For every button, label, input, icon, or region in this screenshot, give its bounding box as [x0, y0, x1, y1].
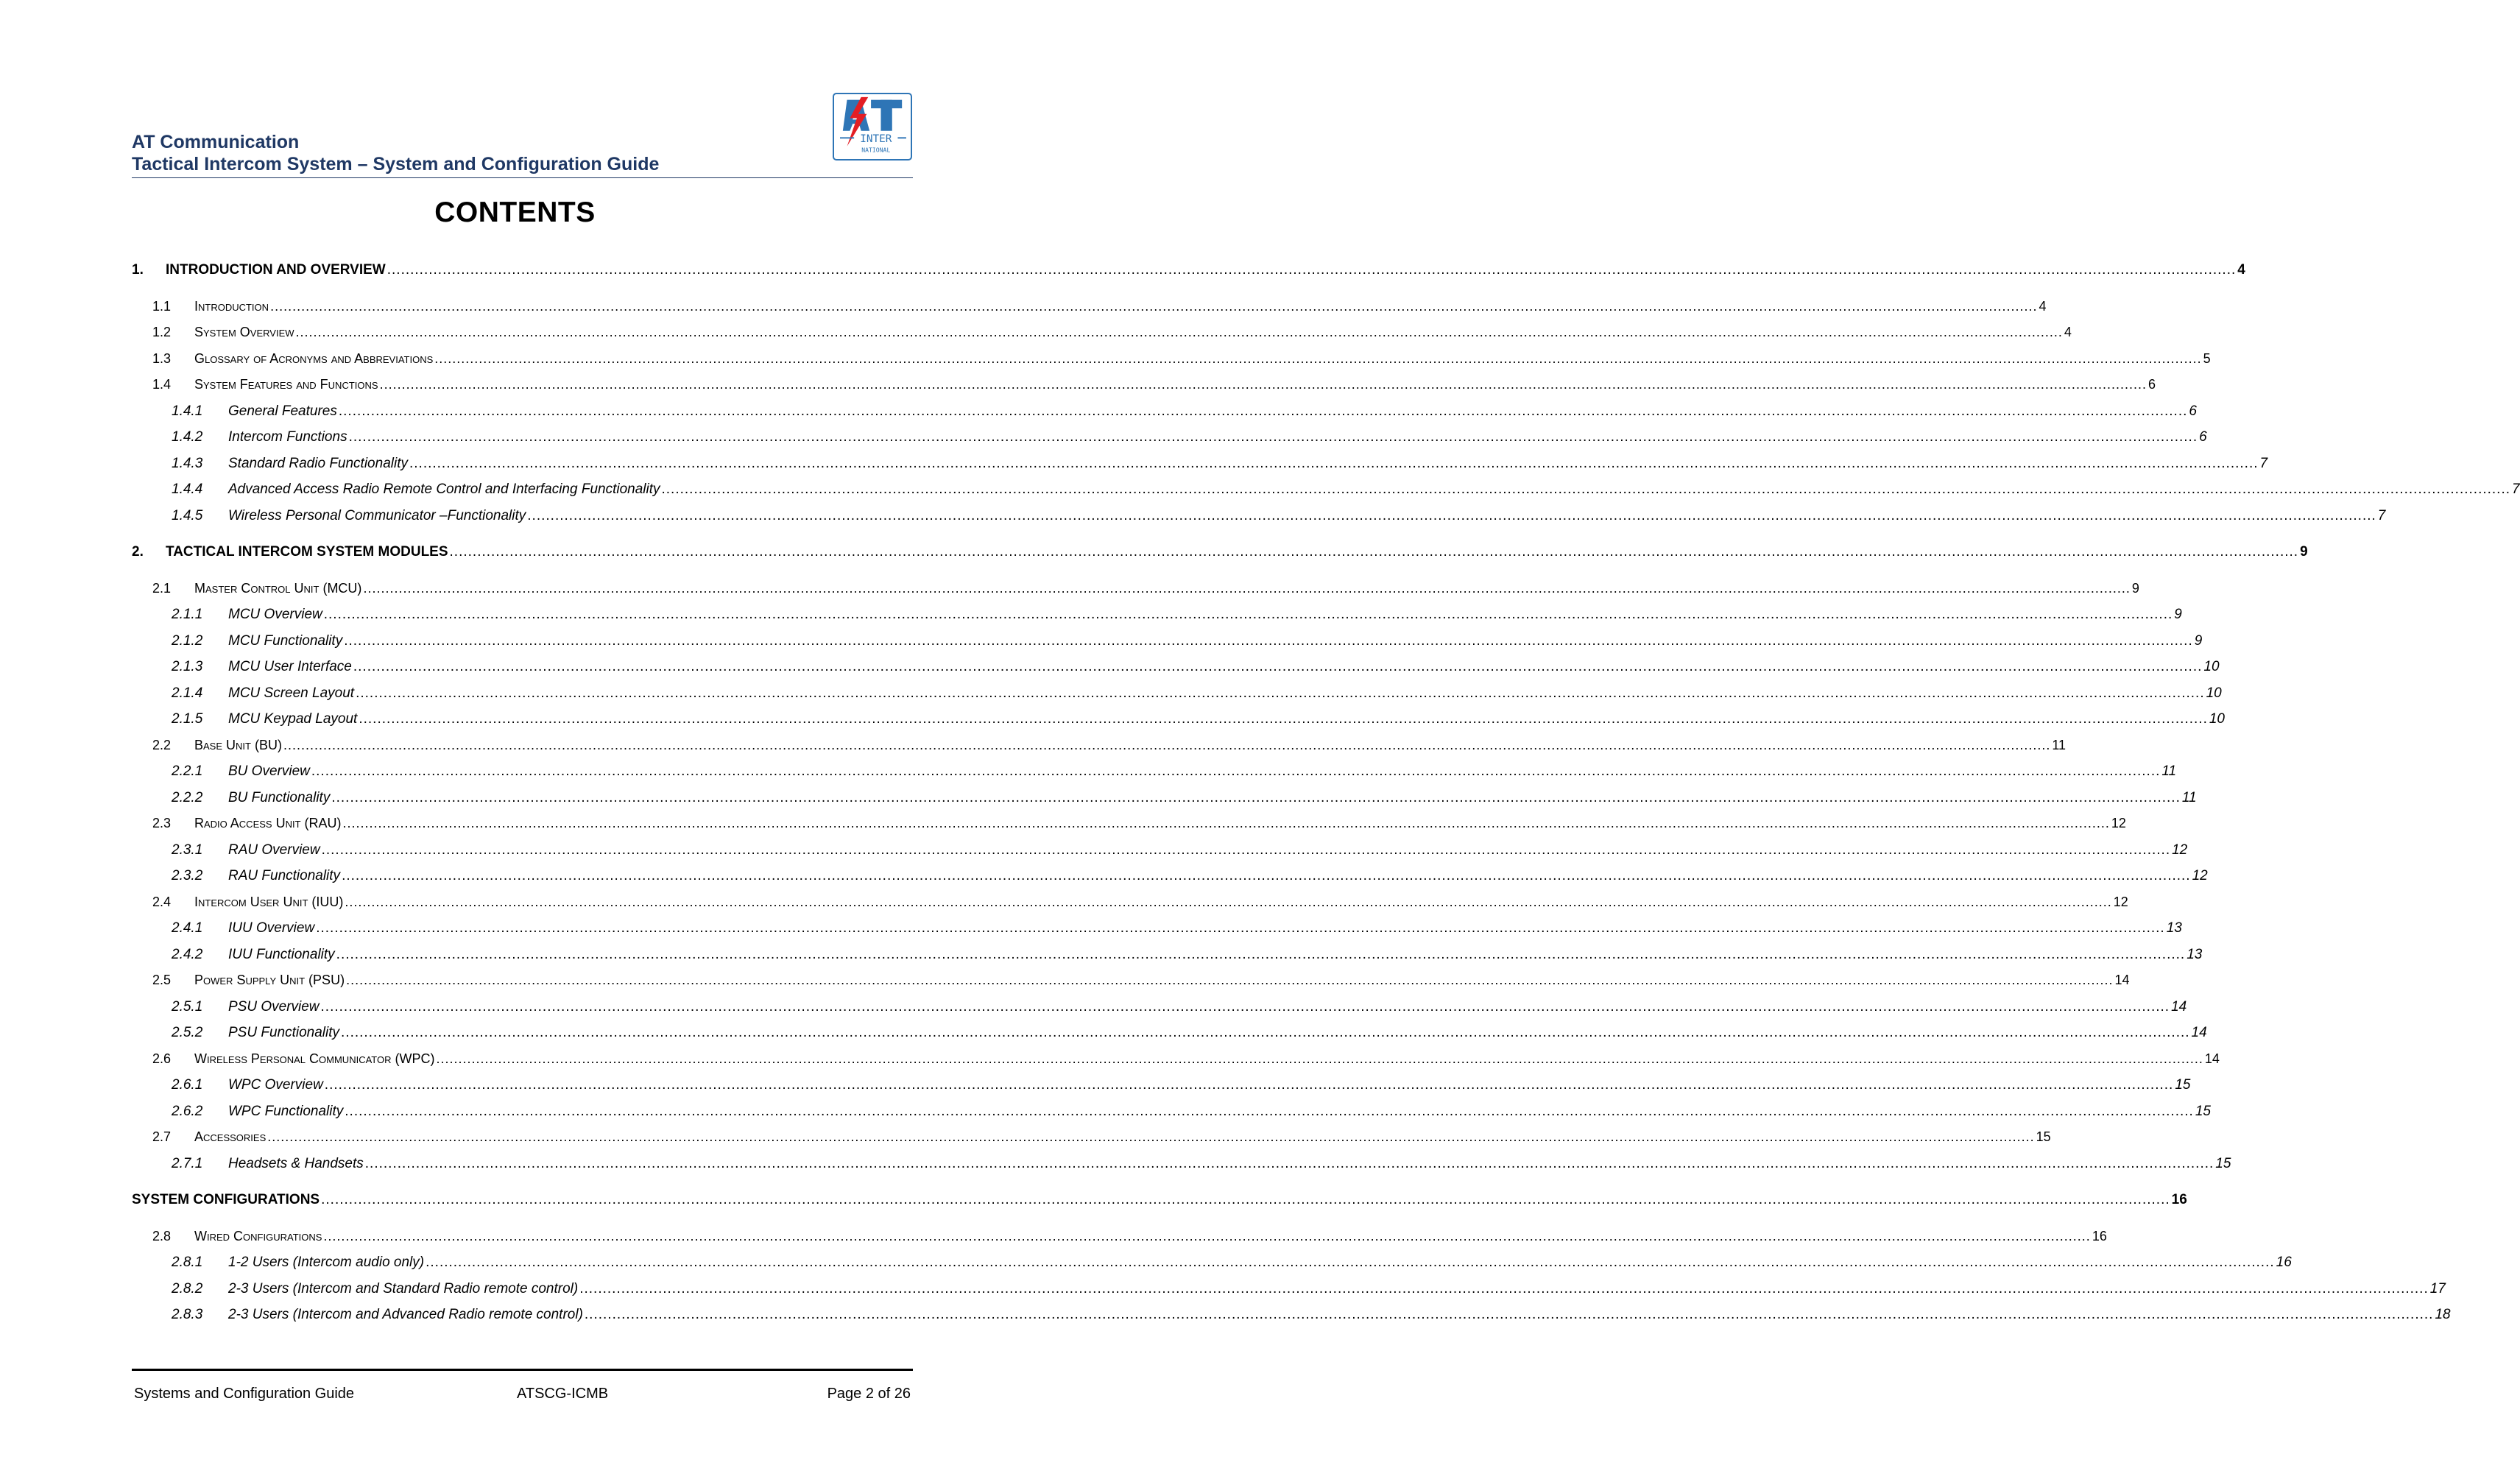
toc-entry-number: 2.6.1	[172, 1077, 203, 1093]
toc-entry-number: 2.8.2	[172, 1280, 203, 1297]
dot-leader: ................................................................................................................................................................................................................................................................................................................................................................................................................	[341, 1025, 2190, 1040]
dot-leader: ................................................................................................................................................................................................................................................................................................................................................................................................................	[331, 789, 2181, 805]
toc-entry-number: 2.	[132, 544, 144, 560]
toc-entry[interactable]	[172, 1155, 2231, 1172]
toc-entry-page: 16	[2092, 1228, 2107, 1243]
toc-entry[interactable]	[172, 1255, 2292, 1271]
toc-entry[interactable]	[152, 1228, 2107, 1244]
toc-entry-title: Accessories	[194, 1129, 267, 1144]
dot-leader: ................................................................................................................................................................................................................................................................................................................................................................................................................	[345, 1103, 2194, 1119]
dot-leader: ................................................................................................................................................................................................................................................................................................................................................................................................................	[321, 1192, 2170, 1207]
logo-lettering-inter: INTER	[860, 133, 892, 146]
toc-entry-page: 4	[2039, 298, 2047, 314]
toc-entry-number: 2.1.3	[172, 659, 203, 674]
toc-entry-title: Wireless Personal Communicator (WPC)	[194, 1051, 435, 1066]
dot-leader: ................................................................................................................................................................................................................................................................................................................................................................................................................	[323, 1228, 2091, 1243]
toc-entry-title: WPC Functionality	[228, 1103, 344, 1119]
footer-document-name: Systems and Configuration Guide	[134, 1386, 355, 1402]
toc-entry-number: 1.4.5	[172, 507, 203, 523]
toc-entry[interactable]	[172, 607, 2182, 623]
toc-entry-page: 15	[2215, 1155, 2231, 1171]
toc-entry-number: 1.4.1	[172, 403, 203, 419]
dot-leader: ................................................................................................................................................................................................................................................................................................................................................................................................................	[527, 507, 2376, 523]
toc-entry[interactable]	[172, 685, 2222, 702]
dot-leader: ................................................................................................................................................................................................................................................................................................................................................................................................................	[311, 763, 2161, 779]
dot-leader: ................................................................................................................................................................................................................................................................................................................................................................................................................	[364, 1155, 2214, 1171]
toc-entry[interactable]	[152, 1051, 2220, 1067]
toc-entry-page: 5	[2203, 350, 2211, 366]
dot-leader: ................................................................................................................................................................................................................................................................................................................................................................................................................	[387, 262, 2237, 278]
toc-entry-number: 2.1.5	[172, 711, 203, 727]
dot-leader: ................................................................................................................................................................................................................................................................................................................................................................................................................	[348, 429, 2198, 445]
toc-entry-number: 2.6	[152, 1051, 172, 1066]
dot-leader: ................................................................................................................................................................................................................................................................................................................................................................................................................	[379, 377, 2147, 392]
toc-entry-title: RAU Functionality	[228, 868, 341, 883]
toc-entry-page: 6	[2199, 429, 2207, 445]
toc-entry-page: 14	[2204, 1051, 2220, 1066]
toc-entry-number: 1.4.3	[172, 455, 203, 471]
document-title: Tactical Intercom System – System and Configuration Guide	[132, 154, 660, 174]
toc-entry-title: TACTICAL INTERCOM SYSTEM MODULES	[166, 544, 448, 560]
toc-entry-number: 2.4.1	[172, 920, 203, 936]
toc-entry-page: 7	[2512, 481, 2520, 497]
dot-leader: ................................................................................................................................................................................................................................................................................................................................................................................................................	[346, 973, 2114, 987]
toc-entry[interactable]	[172, 946, 2203, 963]
toc-entry-number: 2.7	[152, 1129, 172, 1144]
toc-entry-page: 12	[2113, 894, 2128, 909]
toc-entry-page: 15	[2175, 1077, 2191, 1093]
toc-entry[interactable]	[172, 711, 2225, 727]
dot-leader: ................................................................................................................................................................................................................................................................................................................................................................................................................	[579, 1280, 2429, 1297]
toc-entry-page: 13	[2187, 946, 2203, 962]
toc-entry[interactable]	[172, 842, 2188, 858]
toc-entry-number: 2.3	[152, 816, 172, 830]
dot-leader: ................................................................................................................................................................................................................................................................................................................................................................................................................	[336, 946, 2186, 962]
toc-entry-title: PSU Overview	[228, 998, 320, 1015]
toc-entry[interactable]	[152, 377, 2156, 392]
toc-entry-number: 2.5.2	[172, 1025, 203, 1040]
toc-entry-number: 2.5	[152, 973, 172, 987]
toc-entry[interactable]	[152, 737, 2067, 753]
toc-entry-page: 14	[2171, 998, 2187, 1015]
toc-entry-number: 1.3	[152, 350, 172, 366]
toc-entry[interactable]	[172, 1280, 2446, 1297]
logo-lettering-national: NATIONAL	[861, 146, 891, 154]
toc-entry[interactable]	[152, 580, 2139, 596]
dot-leader: ................................................................................................................................................................................................................................................................................................................................................................................................................	[342, 868, 2191, 883]
dot-leader: ................................................................................................................................................................................................................................................................................................................................................................................................................	[316, 920, 2165, 936]
toc-entry[interactable]	[172, 659, 2220, 675]
dot-leader: ................................................................................................................................................................................................................................................................................................................................................................................................................	[323, 607, 2173, 622]
toc-entry-title: Radio Access Unit (RAU)	[194, 816, 342, 830]
toc-entry[interactable]	[132, 544, 2308, 560]
toc-entry-number: 2.3.1	[172, 842, 203, 858]
toc-entry-number: 1.1	[152, 298, 172, 314]
toc-entry-number: 1.4	[152, 377, 172, 392]
toc-entry-number: 2.2.1	[172, 763, 203, 779]
toc-entry-title: 2-3 Users (Intercom and Advanced Radio remote control)	[228, 1307, 583, 1322]
toc-entry-number: 1.	[132, 262, 144, 278]
toc-entry-title: Intercom Functions	[228, 429, 347, 445]
toc-entry-page: 9	[2300, 544, 2308, 560]
toc-entry-title: BU Overview	[228, 763, 310, 779]
toc-entry-title: Advanced Access Radio Remote Control and Interfacing Functionality	[228, 481, 660, 497]
toc-entry-page: 12	[2172, 842, 2188, 858]
dot-leader: ................................................................................................................................................................................................................................................................................................................................................................................................................	[324, 1077, 2174, 1093]
toc-entry-number: 2.6.2	[172, 1103, 203, 1119]
toc-entry[interactable]	[172, 507, 2386, 524]
toc-entry[interactable]	[172, 429, 2207, 445]
toc-entry[interactable]	[152, 325, 2072, 340]
toc-entry[interactable]	[152, 973, 2130, 988]
toc-entry-title: MCU Screen Layout	[228, 685, 355, 701]
toc-entry-page: 12	[2192, 868, 2208, 883]
toc-entry-title: Standard Radio Functionality	[228, 455, 408, 471]
toc-entry-title: Power Supply Unit (PSU)	[194, 973, 345, 987]
toc-entry-number: 2.1	[152, 580, 172, 596]
contents-heading: CONTENTS	[434, 197, 596, 228]
toc-entry-page: 12	[2111, 816, 2126, 830]
toc-entry-title: IUU Overview	[228, 920, 315, 936]
toc-entry[interactable]	[172, 920, 2182, 936]
toc-entry-page: 10	[2209, 711, 2225, 727]
footer-page-number: Page 2 of 26	[827, 1386, 911, 1402]
toc-entry-page: 10	[2206, 685, 2222, 701]
toc-entry-number: 2.8.3	[172, 1307, 203, 1322]
toc-entry-number: 2.1.1	[172, 607, 203, 622]
dot-leader: ................................................................................................................................................................................................................................................................................................................................................................................................................	[584, 1307, 2434, 1322]
toc-entry-page: 9	[2194, 632, 2203, 649]
toc-entry-title: Headsets & Handsets	[228, 1155, 364, 1171]
toc-entry[interactable]	[172, 481, 2520, 498]
toc-entry-page: 11	[2161, 763, 2177, 779]
toc-entry-page: 15	[2036, 1129, 2051, 1144]
toc-entry-page: 4	[2064, 325, 2072, 339]
toc-entry-page: 14	[2114, 973, 2130, 987]
toc-entry-number: 1.2	[152, 325, 172, 339]
toc-entry[interactable]	[152, 298, 2047, 314]
toc-entry-title: MCU Functionality	[228, 632, 343, 649]
toc-entry-page: 10	[2203, 659, 2220, 674]
dot-leader: ................................................................................................................................................................................................................................................................................................................................................................................................................	[426, 1255, 2275, 1270]
toc-entry[interactable]	[172, 455, 2268, 472]
toc-entry-title: Glossary of Acronyms and Abbreviations	[194, 350, 434, 366]
toc-entry-title: RAU Overview	[228, 842, 320, 858]
toc-entry-page: 7	[2377, 507, 2386, 523]
toc-entry-title: MCU Keypad Layout	[228, 711, 358, 727]
footer-document-code: ATSCG-ICMB	[517, 1386, 609, 1402]
toc-entry[interactable]	[172, 998, 2187, 1015]
toc-entry[interactable]	[172, 789, 2197, 806]
toc-entry-number: 2.3.2	[172, 868, 203, 883]
dot-leader: ................................................................................................................................................................................................................................................................................................................................................................................................................	[270, 298, 2038, 314]
toc-entry-title: System Overview	[194, 325, 294, 339]
toc-entry-title: Base Unit (BU)	[194, 737, 282, 752]
toc-entry-title: Master Control Unit (MCU)	[194, 580, 362, 596]
toc-entry[interactable]	[132, 262, 2245, 278]
toc-entry-page: 18	[2435, 1307, 2451, 1322]
dot-leader: ................................................................................................................................................................................................................................................................................................................................................................................................................	[356, 685, 2205, 701]
toc-entry[interactable]	[172, 1103, 2211, 1120]
toc-entry-number: 1.4.2	[172, 429, 203, 445]
dot-leader: ................................................................................................................................................................................................................................................................................................................................................................................................................	[267, 1129, 2035, 1144]
toc-entry-number: 2.8.1	[172, 1255, 203, 1270]
toc-entry-number: 2.7.1	[172, 1155, 203, 1171]
toc-entry-title: Intercom User Unit (IUU)	[194, 894, 344, 909]
toc-entry[interactable]	[172, 1077, 2191, 1093]
dot-leader: ................................................................................................................................................................................................................................................................................................................................................................................................................	[338, 403, 2188, 419]
toc-entry-title: Wireless Personal Communicator –Functionality	[228, 507, 526, 523]
toc-entry-page: 14	[2191, 1025, 2207, 1040]
dot-leader: ................................................................................................................................................................................................................................................................................................................................................................................................................	[409, 455, 2259, 471]
dot-leader: ................................................................................................................................................................................................................................................................................................................................................................................................................	[345, 894, 2112, 909]
toc-entry-page: 9	[2174, 607, 2182, 622]
toc-entry-title: 2-3 Users (Intercom and Standard Radio remote control)	[228, 1280, 579, 1297]
toc-entry-page: 16	[2276, 1255, 2292, 1270]
page-footer	[134, 1386, 911, 1408]
dot-leader: ................................................................................................................................................................................................................................................................................................................................................................................................................	[344, 632, 2193, 649]
toc-entry-title: IUU Functionality	[228, 946, 335, 962]
toc-entry-page: 11	[2181, 789, 2197, 805]
dot-leader: ................................................................................................................................................................................................................................................................................................................................................................................................................	[283, 737, 2051, 752]
dot-leader: ................................................................................................................................................................................................................................................................................................................................................................................................................	[320, 998, 2170, 1015]
toc-entry-page: 15	[2195, 1103, 2211, 1119]
toc-entry-title: INTRODUCTION AND OVERVIEW	[166, 262, 386, 278]
toc-entry-page: 17	[2429, 1280, 2446, 1297]
toc-entry-title: System Features and Functions	[194, 377, 378, 392]
toc-entry-title: MCU Overview	[228, 607, 322, 622]
toc-entry-title: Wired Configurations	[194, 1228, 322, 1243]
toc-entry-number: 2.1.4	[172, 685, 203, 701]
toc-entry[interactable]	[152, 894, 2128, 910]
toc-entry[interactable]	[172, 1025, 2207, 1041]
toc-entry-page: 13	[2166, 920, 2182, 936]
toc-entry-title: MCU User Interface	[228, 659, 352, 674]
toc-entry-number: 1.4.4	[172, 481, 203, 497]
toc-entry-page: 9	[2131, 580, 2139, 596]
toc-entry-page: 6	[2189, 403, 2197, 419]
toc-entry[interactable]	[172, 403, 2197, 420]
footer-divider	[132, 1369, 913, 1371]
header-divider	[132, 177, 913, 178]
page-header	[132, 131, 913, 175]
dot-leader: ................................................................................................................................................................................................................................................................................................................................................................................................................	[436, 1051, 2203, 1066]
toc-entry-title: BU Functionality	[228, 789, 331, 805]
dot-leader: ................................................................................................................................................................................................................................................................................................................................................................................................................	[353, 659, 2203, 674]
toc-entry[interactable]	[172, 868, 2208, 884]
toc-entry-title: WPC Overview	[228, 1077, 323, 1093]
dot-leader: ................................................................................................................................................................................................................................................................................................................................................................................................................	[363, 580, 2131, 596]
toc-entry-page: 6	[2147, 377, 2156, 392]
dot-leader: ................................................................................................................................................................................................................................................................................................................................................................................................................	[434, 350, 2202, 366]
toc-entry[interactable]	[152, 350, 2211, 367]
toc-entry[interactable]	[172, 763, 2177, 780]
toc-entry-title: General Features	[228, 403, 337, 419]
dot-leader: ................................................................................................................................................................................................................................................................................................................................................................................................................	[449, 544, 2299, 560]
dot-leader: ................................................................................................................................................................................................................................................................................................................................................................................................................	[321, 842, 2171, 858]
toc-entry[interactable]	[152, 816, 2126, 831]
toc-entry-page: 7	[2259, 455, 2268, 471]
company-name: AT Communication	[132, 132, 300, 152]
toc-entry-title: 1-2 Users (Intercom audio only)	[228, 1255, 425, 1270]
toc-entry-number: 2.5.1	[172, 998, 203, 1015]
toc-entry-title: SYSTEM CONFIGURATIONS	[132, 1192, 320, 1207]
dot-leader: ................................................................................................................................................................................................................................................................................................................................................................................................................	[295, 325, 2063, 339]
toc-entry-number: 2.2.2	[172, 789, 203, 805]
toc-entry[interactable]	[152, 1129, 2051, 1145]
toc-entry-page: 16	[2171, 1192, 2187, 1207]
dot-leader: ................................................................................................................................................................................................................................................................................................................................................................................................................	[359, 711, 2208, 727]
toc-entry-title: Introduction	[194, 298, 269, 314]
toc-entry-title: PSU Functionality	[228, 1025, 340, 1040]
toc-entry[interactable]	[132, 1192, 2187, 1208]
toc-entry[interactable]	[172, 1307, 2451, 1323]
toc-entry-number: 2.8	[152, 1228, 172, 1243]
toc-entry-number: 2.4	[152, 894, 172, 909]
toc-entry-number: 2.4.2	[172, 946, 203, 962]
dot-leader: ................................................................................................................................................................................................................................................................................................................................................................................................................	[661, 481, 2511, 497]
toc-entry-number: 2.1.2	[172, 632, 203, 649]
toc-entry[interactable]	[172, 632, 2203, 649]
toc-entry-page: 4	[2237, 262, 2245, 278]
dot-leader: ................................................................................................................................................................................................................................................................................................................................................................................................................	[342, 816, 2110, 830]
toc-entry-page: 11	[2052, 737, 2067, 752]
toc-entry-number: 2.2	[152, 737, 172, 752]
